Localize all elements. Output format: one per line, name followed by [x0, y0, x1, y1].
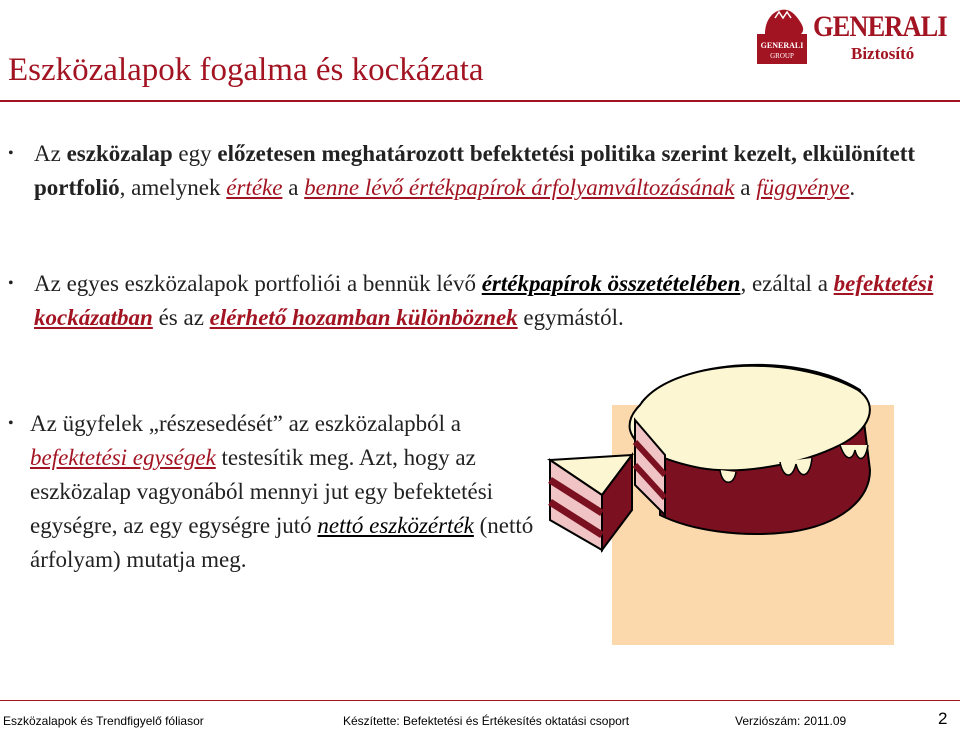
text-run: és az	[152, 305, 210, 330]
footer-center: Készítette: Befektetési és Értékesítés oktatási csoport	[343, 714, 630, 728]
term-osszetetel: értékpapírok összetételében	[481, 271, 741, 296]
bullet-dot-icon: •	[8, 145, 14, 162]
generali-logo	[755, 4, 955, 68]
logo-subtitle: Biztosító	[851, 44, 915, 63]
bullet-definition	[8, 137, 939, 205]
term-netto-eszkozertek: nettó eszközérték	[317, 513, 474, 538]
text-run: Az	[34, 141, 67, 166]
term-arfolyamvaltozas: benne lévő értékpapírok árfolyamváltozásának	[304, 175, 735, 200]
bullet-portfolios	[8, 267, 939, 335]
text-run: a	[282, 175, 305, 200]
term-eszkozalap: eszközalap	[66, 141, 173, 166]
text-run: egy	[172, 141, 218, 166]
text-run: .	[849, 175, 856, 200]
term-befektetesi-egysegek: befektetési egységek	[30, 445, 216, 470]
logo-brand: GENERALI	[813, 10, 947, 43]
text-run: egymástól.	[517, 305, 624, 330]
footer-left: Eszközalapok és Trendfigyelő fóliasor	[3, 714, 204, 728]
page-number: 2	[938, 709, 948, 728]
text-run: testesítik meg. Azt, hogy az eszközalap vagyonából mennyi jut egy befektetési egységre, az egy egységre jutó	[30, 445, 494, 538]
cake-illustration	[540, 350, 900, 640]
footer-version: Verziószám: 2011.09	[735, 714, 847, 728]
bullet-dot-icon: •	[8, 415, 14, 432]
term-kockazat: befektetési kockázatban	[34, 271, 934, 330]
slide-title: Eszközalapok fogalma és kockázata	[8, 52, 484, 88]
text-run: (nettó árfolyam) mutatja meg.	[30, 513, 534, 572]
generali-lion-icon	[755, 4, 811, 66]
badge-line1: GENERALI	[760, 41, 804, 50]
text-run: , ezáltal a	[740, 271, 834, 296]
term-definition: előzetesen meghatározott befektetési politika szerint kezelt, elkülönített portfolió	[34, 141, 916, 200]
term-hozam: elérhető hozamban különböznek	[209, 305, 518, 330]
term-fuggvenye: függvénye	[756, 175, 850, 200]
text-run: a	[734, 175, 757, 200]
text-run: , amelynek	[119, 175, 227, 200]
text-run: Az egyes eszközalapok portfoliói a bennük lévő	[34, 271, 482, 296]
title-divider	[0, 100, 960, 102]
footer-divider	[0, 700, 960, 701]
text-run: Az ügyfelek „részesedését” az eszközalapból a	[30, 411, 462, 436]
bullet-dot-icon: •	[8, 275, 14, 292]
badge-line2: GROUP	[770, 52, 794, 60]
bullet-units	[8, 407, 550, 577]
term-erteke: értéke	[226, 175, 283, 200]
